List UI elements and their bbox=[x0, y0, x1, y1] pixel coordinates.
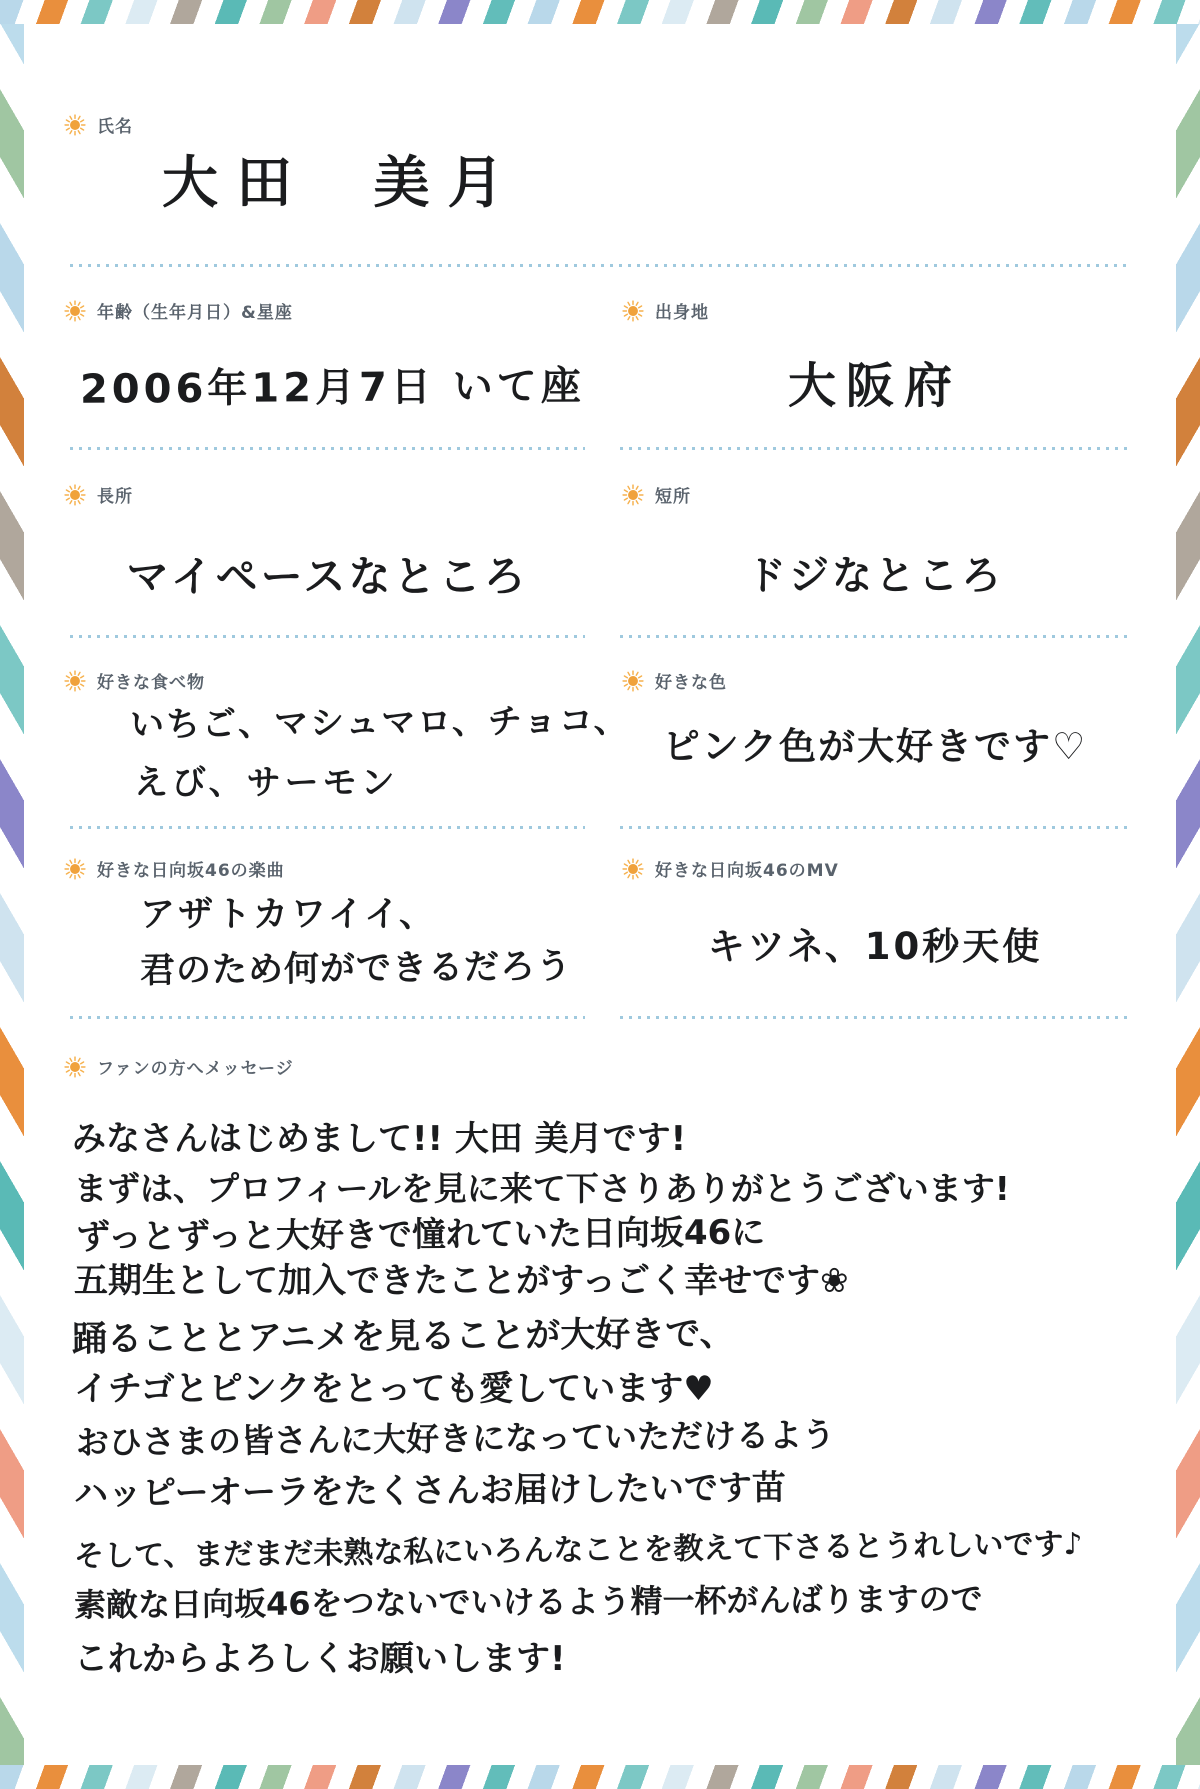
dotted-separator bbox=[70, 447, 585, 450]
field-name-label bbox=[64, 112, 133, 137]
message-line: みなさんはじめまして!! 大田 美月です! bbox=[72, 1119, 687, 1159]
field-song-label bbox=[64, 856, 285, 881]
field-name-value: 大田 美月 bbox=[162, 151, 522, 216]
field-strength-value: マイペースなところ bbox=[126, 552, 529, 601]
field-weakness-label-text: 短所 bbox=[655, 487, 691, 507]
field-song-value-line1: アザトカワイイ、 bbox=[140, 895, 438, 935]
field-strength-label bbox=[64, 482, 133, 507]
field-song-value-line2: 君のため何ができるだろう bbox=[139, 946, 573, 992]
message-line: ずっとずっと大好きで憧れていた日向坂46に bbox=[75, 1212, 766, 1258]
message-line: 五期生として加入できたことがすっごく幸せです❀ bbox=[74, 1261, 849, 1301]
message-line: 踊ることとアニメを見ることが大好きで、 bbox=[71, 1314, 735, 1360]
airmail-border-left bbox=[0, 24, 24, 1765]
field-strength-label-text: 長所 bbox=[97, 487, 133, 507]
field-weakness-value: ドジなところ bbox=[746, 553, 1004, 599]
field-age-label bbox=[64, 298, 293, 323]
dotted-separator bbox=[620, 826, 1128, 829]
field-color-value: ピンク色が大好きです♡ bbox=[662, 725, 1088, 768]
field-color-label bbox=[622, 668, 727, 693]
field-message-label-text: ファンの方へメッセージ bbox=[97, 1059, 294, 1079]
sun-icon bbox=[64, 670, 86, 692]
dotted-separator bbox=[620, 635, 1128, 638]
message-line: イチゴとピンクをとっても愛しています♥ bbox=[74, 1369, 714, 1409]
airmail-border-right bbox=[1176, 24, 1200, 1765]
sun-icon bbox=[622, 484, 644, 506]
sun-icon bbox=[64, 1056, 86, 1078]
field-hometown-label-text: 出身地 bbox=[655, 303, 709, 323]
message-line: これからよろしくお願いします! bbox=[74, 1639, 566, 1679]
field-color-label-text: 好きな色 bbox=[655, 673, 727, 693]
field-food-label bbox=[64, 668, 205, 693]
dotted-separator bbox=[620, 447, 1128, 450]
sun-icon bbox=[64, 114, 86, 136]
field-mv-label bbox=[622, 856, 839, 881]
field-food-value-line2: えび、サーモン bbox=[134, 763, 399, 803]
field-weakness-label bbox=[622, 482, 691, 507]
sun-icon bbox=[64, 484, 86, 506]
field-mv-value: キツネ、10秒天使 bbox=[707, 925, 1043, 968]
dotted-separator bbox=[70, 826, 585, 829]
field-hometown-label bbox=[622, 298, 709, 323]
field-message-label bbox=[64, 1054, 294, 1079]
field-age-value: 2006年12月7日 いて座 bbox=[79, 363, 585, 413]
sun-icon bbox=[64, 858, 86, 880]
dotted-separator bbox=[70, 1016, 585, 1019]
sun-icon bbox=[622, 670, 644, 692]
airmail-border-bottom bbox=[0, 1765, 1200, 1789]
message-line: ハッピーオーラをたくさんお届けしたいです苗 bbox=[73, 1467, 787, 1515]
message-line: まずは、プロフィールを見に来て下さりありがとうございます! bbox=[74, 1169, 1010, 1208]
dotted-separator bbox=[70, 635, 585, 638]
sun-icon bbox=[64, 300, 86, 322]
message-line: おひさまの皆さんに大好きになっていただけるよう bbox=[75, 1415, 836, 1462]
field-food-value-line1: いちご、マシュマロ、チョコ、 bbox=[129, 700, 630, 746]
sun-icon bbox=[622, 858, 644, 880]
dotted-separator bbox=[620, 1016, 1128, 1019]
sun-icon bbox=[622, 300, 644, 322]
message-line: そして、まだまだ未熟な私にいろんなことを教えて下さるとうれしいです♪ bbox=[73, 1526, 1083, 1575]
airmail-border-top bbox=[0, 0, 1200, 24]
dotted-separator bbox=[70, 264, 1128, 267]
field-mv-label-text: 好きな日向坂46のMV bbox=[655, 861, 839, 881]
field-name-label-text: 氏名 bbox=[97, 117, 133, 137]
field-food-label-text: 好きな食べ物 bbox=[97, 673, 205, 693]
message-line: 素敵な日向坂46をつないでいけるよう精一杯がんばりますので bbox=[73, 1579, 983, 1625]
field-hometown-value: 大阪府 bbox=[787, 358, 962, 414]
field-song-label-text: 好きな日向坂46の楽曲 bbox=[97, 861, 285, 881]
field-age-label-text: 年齢（生年月日）&星座 bbox=[97, 303, 293, 323]
